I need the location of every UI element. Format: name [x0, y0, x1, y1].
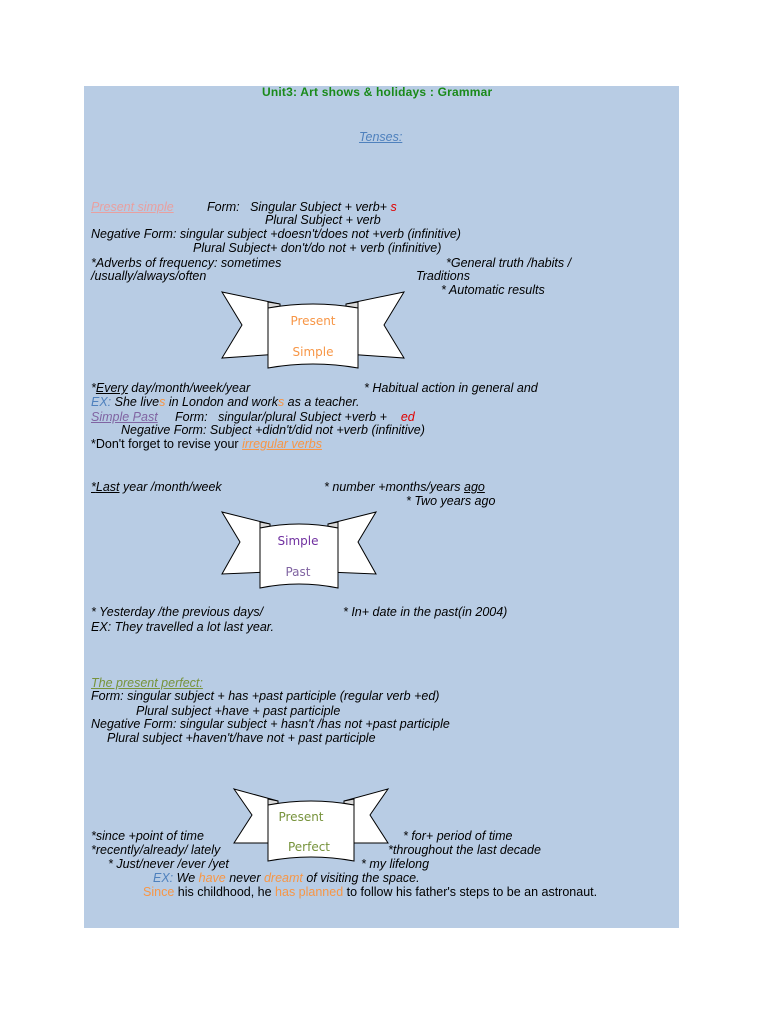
simple-past-yesterday: * Yesterday /the previous days/: [91, 605, 264, 619]
present-perfect-banner-top: Present: [278, 810, 324, 824]
present-perfect-since: *since +point of time: [91, 829, 204, 843]
present-perfect-negative: Negative Form: singular subject + hasn't /has not +past participle: [91, 717, 450, 731]
simple-past-negative: Negative Form: Subject +didn't/did not +verb (infinitive): [121, 423, 425, 437]
present-perfect-form-plural: Plural subject +have + past participle: [136, 704, 341, 718]
simple-past-ago-example: * Two years ago: [406, 494, 496, 508]
present-perfect-just: * Just/never /ever /yet: [108, 857, 229, 871]
present-perfect-example-2: Since his childhood, he has planned to follow his father's steps to be an astronaut.: [143, 885, 598, 899]
present-simple-habitual: * Habitual action in general and: [364, 381, 538, 395]
simple-past-heading: Simple Past: [91, 410, 158, 424]
simple-past-in-date: * In+ date in the past(in 2004): [343, 605, 508, 619]
present-perfect-throughout: *throughout the last decade: [388, 843, 541, 857]
present-perfect-recently: *recently/already/ lately: [91, 843, 221, 857]
present-simple-adverbs: *Adverbs of frequency: sometimes: [91, 256, 282, 270]
simple-past-banner-top: Simple: [277, 534, 319, 548]
present-simple-banner-top: Present: [290, 314, 336, 328]
present-simple-use-traditions: Traditions: [416, 269, 470, 283]
present-perfect-heading: The present perfect:: [91, 676, 203, 690]
present-simple-form-singular: Form: Singular Subject + verb+ s: [207, 200, 397, 214]
page-title: Unit3: Art shows & holidays : Grammar: [262, 85, 493, 99]
simple-past-reminder: *Don't forget to revise your irregular verbs: [91, 437, 322, 451]
present-perfect-form: Form: singular subject + has +past participle (regular verb +ed): [91, 689, 440, 703]
present-simple-banner: [220, 290, 406, 376]
present-simple-heading: Present simple: [91, 200, 174, 214]
simple-past-last: *Last year /month/week: [91, 480, 222, 494]
present-simple-form-plural: Plural Subject + verb: [265, 213, 381, 227]
simple-past-banner: [220, 510, 378, 594]
present-simple-example: EX: She lives in London and works as a teacher.: [91, 395, 360, 409]
present-perfect-for: * for+ period of time: [403, 829, 513, 843]
simple-past-form: Form: singular/plural Subject +verb + ed: [175, 410, 415, 424]
present-simple-negative-singular: Negative Form: singular subject +doesn't/does not +verb (infinitive): [91, 227, 461, 241]
present-simple-every: *Every day/month/week/year: [91, 381, 251, 395]
tenses-heading: Tenses:: [359, 130, 403, 144]
simple-past-ago: * number +months/years ago: [324, 480, 485, 494]
present-simple-use-automatic: * Automatic results: [441, 283, 545, 297]
present-simple-adverbs-cont: /usually/always/often: [91, 269, 207, 283]
present-perfect-lifelong: * my lifelong: [361, 857, 430, 871]
present-simple-use-general-truth: *General truth /habits /: [446, 256, 572, 270]
simple-past-example: EX: They travelled a lot last year.: [91, 620, 274, 634]
present-perfect-example-1: EX: We have never dreamt of visiting the space.: [153, 871, 420, 885]
present-simple-negative-plural: Plural Subject+ don't/do not + verb (infinitive): [193, 241, 442, 255]
simple-past-banner-bottom: Past: [285, 565, 311, 579]
present-perfect-negative-plural: Plural subject +haven't/have not + past participle: [107, 731, 376, 745]
present-perfect-banner-bottom: Perfect: [287, 840, 331, 854]
present-simple-banner-bottom: Simple: [292, 345, 334, 359]
